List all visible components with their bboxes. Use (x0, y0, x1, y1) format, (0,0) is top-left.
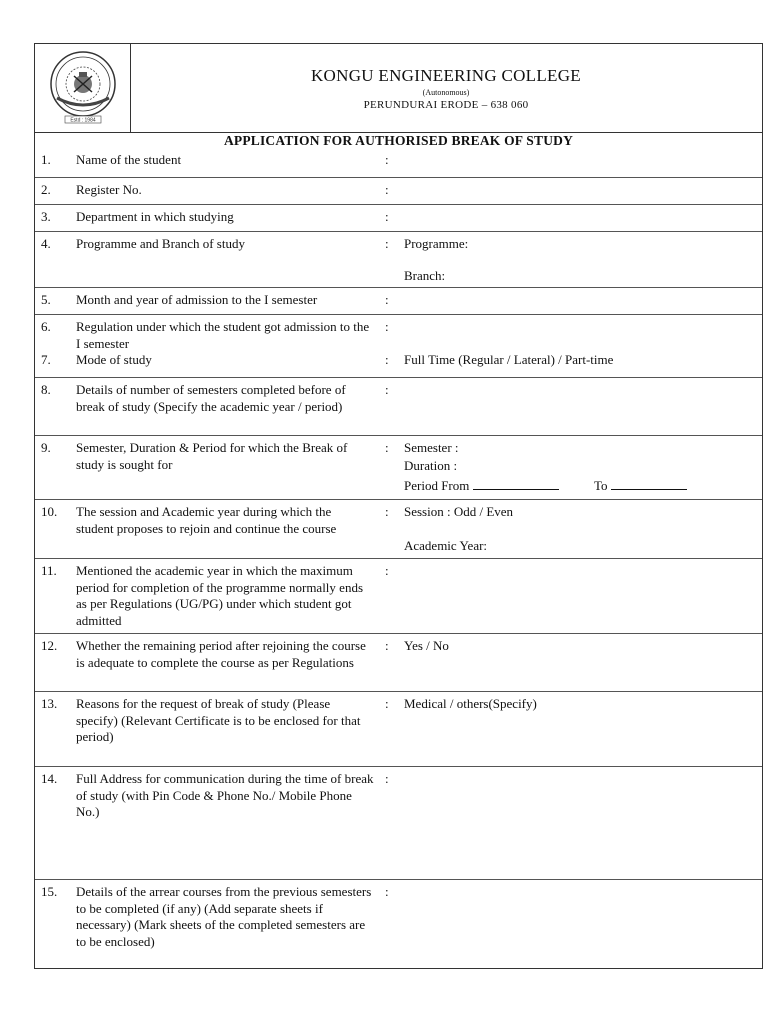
row-label: Programme and Branch of study (76, 236, 245, 251)
academic-year-field[interactable]: Academic Year: (404, 538, 488, 553)
logo-estd-text: Estd : 1984 (70, 117, 96, 124)
row-label: Details of the arrear courses from the previous semesters to be completed (if any) (Add separate sheets if necessary) (Mark sheets of the completed semesters are to be enclosed) (76, 884, 372, 949)
row-colon: : (385, 319, 389, 334)
row-number: 4. (41, 236, 51, 251)
form-row-4 (35, 232, 762, 288)
form-row-8 (35, 378, 762, 436)
reason-field[interactable]: Medical / others(Specify) (404, 696, 537, 711)
college-name: KONGU ENGINEERING COLLEGE (310, 66, 581, 85)
row-colon: : (385, 884, 389, 899)
row-label: The session and Academic year during which the student proposes to rejoin and continue the course (76, 504, 337, 536)
application-form (34, 43, 763, 969)
form-row-15 (35, 880, 762, 968)
row-label: Mode of study (76, 352, 152, 367)
semester-field[interactable]: Semester : (404, 440, 459, 455)
row-colon: : (385, 696, 389, 711)
form-row-12 (35, 634, 762, 692)
row-colon: : (385, 292, 389, 307)
row-label: Reasons for the request of break of study (Please specify) (Relevant Certificate is to be enclosed for that period) (76, 696, 361, 744)
logo-box (35, 44, 131, 132)
row-colon: : (385, 182, 389, 197)
form-title: APPLICATION FOR AUTHORISED BREAK OF STUDY (223, 133, 574, 148)
form-row-10 (35, 500, 762, 559)
duration-field[interactable]: Duration : (404, 458, 458, 473)
form-row-9 (35, 436, 762, 500)
row-colon: : (385, 504, 389, 519)
row-number: 9. (41, 440, 51, 455)
row-colon: : (385, 563, 389, 578)
row-number: 6. (41, 319, 51, 334)
row-label: Mentioned the academic year in which the maximum period for completion of the programme normally ends as per Regulations (UG/PG) under which student got admitted (76, 563, 364, 628)
mode-of-study-field[interactable]: Full Time (Regular / Lateral) / Part-time (404, 352, 614, 367)
period-to-group (594, 477, 687, 495)
row-colon: : (385, 382, 389, 397)
form-row-13 (35, 692, 762, 767)
row-colon: : (385, 236, 389, 251)
college-autonomous: (Autonomous) (422, 88, 470, 97)
period-from-blank[interactable] (473, 477, 559, 490)
college-logo (43, 48, 123, 128)
row-colon: : (385, 638, 389, 653)
row-label: Name of the student (76, 152, 182, 167)
form-row-1 (35, 148, 762, 178)
row-number: 10. (41, 504, 58, 519)
programme-field[interactable]: Programme: (404, 236, 469, 251)
form-row-6 (35, 315, 762, 351)
form-header (35, 44, 762, 133)
row-colon: : (385, 440, 389, 455)
row-number: 12. (41, 638, 58, 653)
row-label: Details of number of semesters completed before of break of study (Specify the academic year / period) (76, 382, 346, 414)
college-address: PERUNDURAI ERODE – 638 060 (363, 99, 529, 111)
row-number: 3. (41, 209, 51, 224)
session-field[interactable]: Session : Odd / Even (404, 504, 514, 519)
row-label: Register No. (76, 182, 142, 197)
form-row-7 (35, 348, 762, 378)
period-line (404, 477, 754, 495)
form-row-2 (35, 178, 762, 205)
row-number: 8. (41, 382, 51, 397)
row-number: 14. (41, 771, 58, 786)
row-number: 7. (41, 352, 51, 367)
period-from-label: Period From (404, 478, 470, 493)
row-label: Semester, Duration & Period for which the Break of study is sought for (76, 440, 348, 472)
row-number: 1. (41, 152, 51, 167)
row-number: 11. (41, 563, 57, 578)
row-label: Month and year of admission to the I semester (76, 292, 318, 307)
row-number: 2. (41, 182, 51, 197)
form-row-14 (35, 767, 762, 880)
row-label: Whether the remaining period after rejoining the course is adequate to complete the course as per Regulations (76, 638, 366, 670)
row-colon: : (385, 209, 389, 224)
form-row-3 (35, 205, 762, 232)
branch-field[interactable]: Branch: (404, 268, 446, 283)
form-row-11 (35, 559, 762, 634)
college-info (130, 66, 762, 111)
row-number: 15. (41, 884, 58, 899)
row-label: Regulation under which the student got admission to the I semester (76, 319, 370, 351)
row-colon: : (385, 771, 389, 786)
period-to-blank[interactable] (611, 477, 687, 490)
row-colon: : (385, 152, 389, 167)
row-label: Full Address for communication during the time of break of study (with Pin Code & Phone No./ Mobile Phone No.) (76, 771, 374, 819)
period-to-label: To (594, 478, 608, 493)
row-label: Department in which studying (76, 209, 234, 224)
adequacy-field[interactable]: Yes / No (404, 638, 449, 653)
row-number: 13. (41, 696, 58, 711)
row-number: 5. (41, 292, 51, 307)
row-colon: : (385, 352, 389, 367)
form-row-5 (35, 288, 762, 315)
